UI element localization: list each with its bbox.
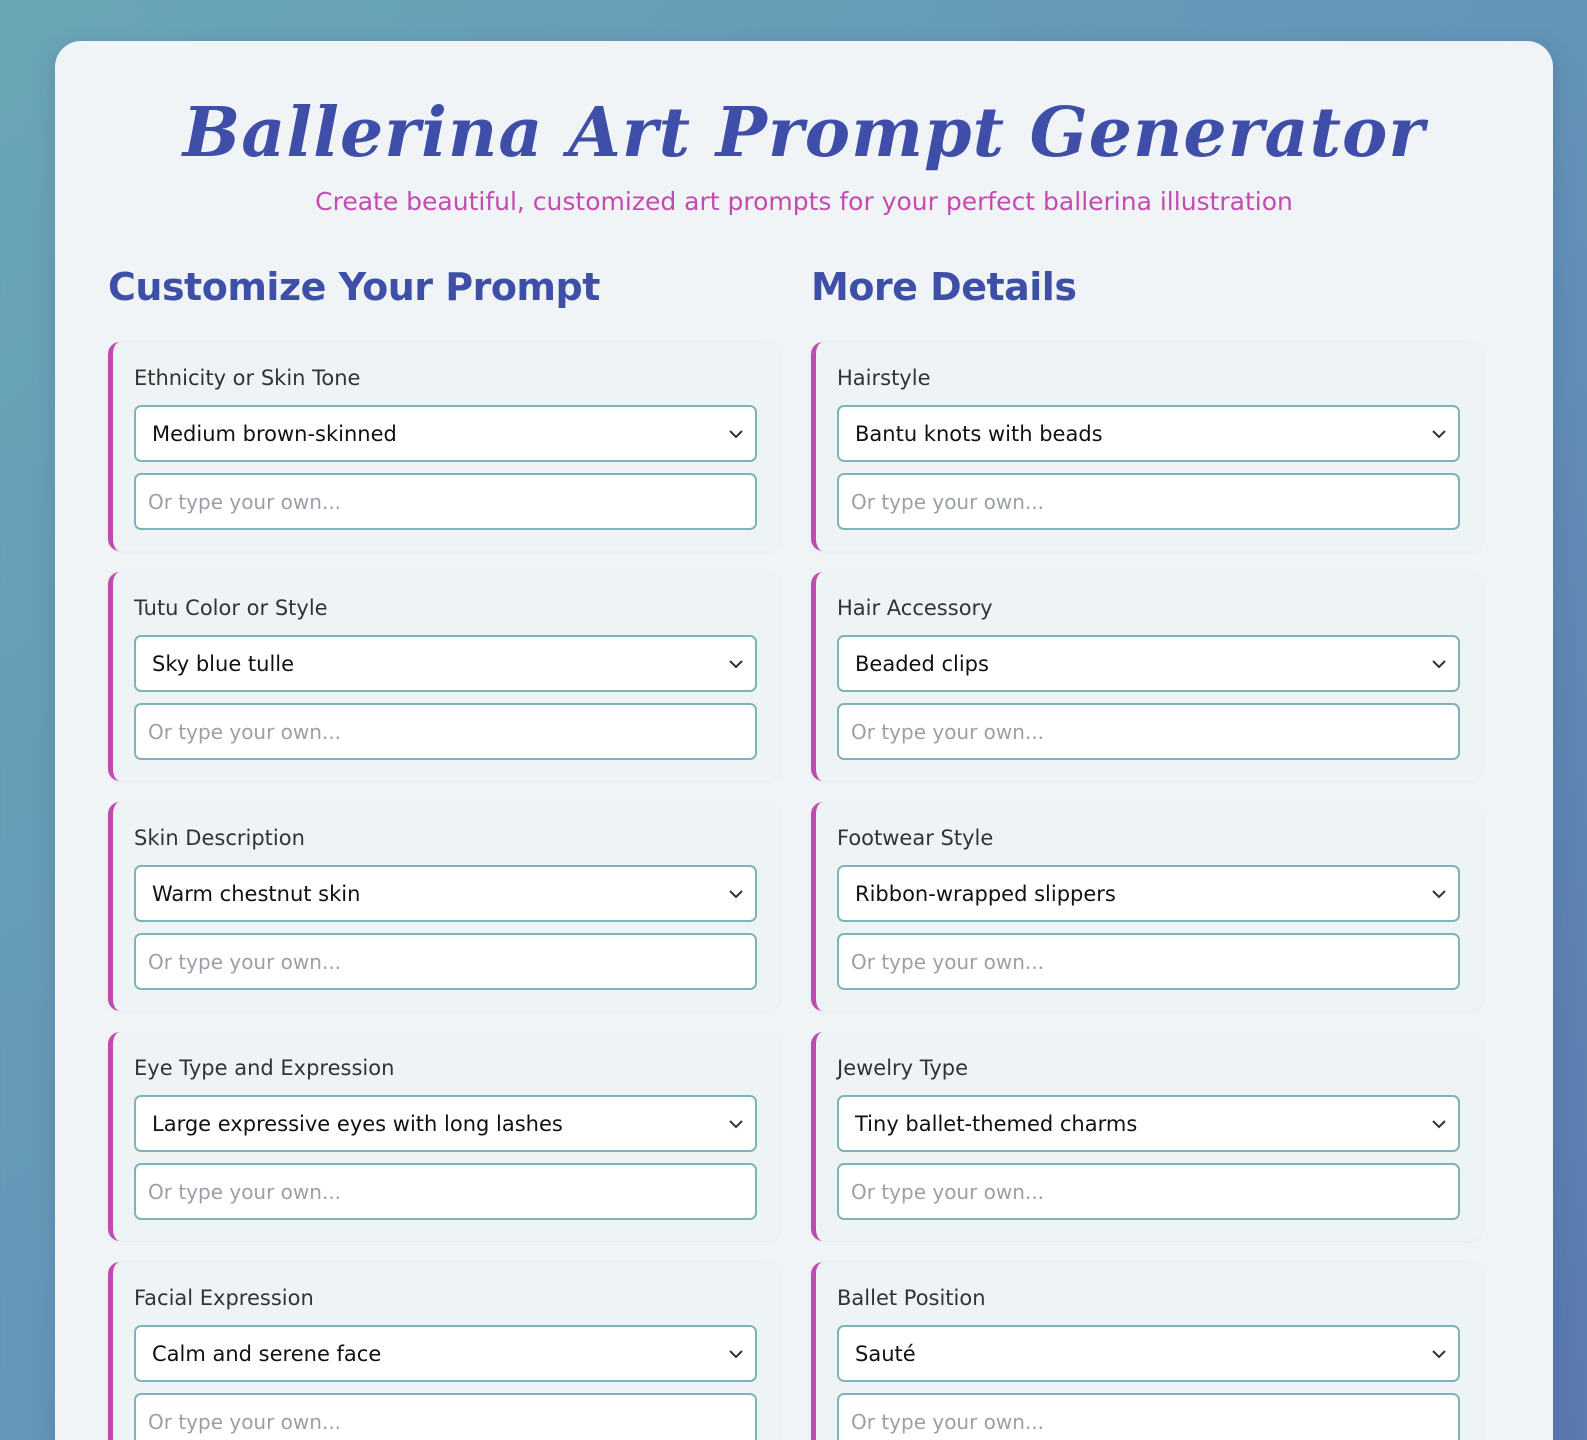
select-value: Large expressive eyes with long lashes: [152, 1111, 563, 1136]
chevron-down-icon: [1430, 885, 1448, 903]
footwear-custom-input[interactable]: [837, 933, 1460, 990]
jewelry-select[interactable]: [837, 1095, 1460, 1152]
field-group-hair-accessory: [811, 572, 1482, 781]
field-group-eyes: [108, 1032, 779, 1241]
ballet-position-select[interactable]: [837, 1325, 1460, 1382]
page-subtitle: Create beautiful, customized art prompts for your perfect ballerina illustration: [315, 187, 1293, 216]
select-value: Beaded clips: [855, 651, 989, 676]
select-value: Sky blue tulle: [152, 651, 295, 676]
field-label: Skin Description: [134, 826, 305, 850]
chevron-down-icon: [1430, 1345, 1448, 1363]
chevron-down-icon: [727, 425, 745, 443]
facial-expression-custom-input[interactable]: [134, 1393, 757, 1440]
hairstyle-select[interactable]: [837, 405, 1460, 462]
field-group-ethnicity: [108, 342, 779, 551]
field-label: Footwear Style: [837, 826, 994, 850]
select-value: Tiny ballet-themed charms: [855, 1111, 1138, 1136]
chevron-down-icon: [727, 655, 745, 673]
select-value: Bantu knots with beads: [855, 421, 1103, 446]
ballet-position-custom-input[interactable]: [837, 1393, 1460, 1440]
field-group-skin: [108, 802, 779, 1011]
generator-card: [55, 41, 1553, 1440]
skin-select[interactable]: [134, 865, 757, 922]
field-label: Eye Type and Expression: [134, 1056, 395, 1080]
field-group-hairstyle: [811, 342, 1482, 551]
field-label: Jewelry Type: [837, 1056, 969, 1080]
tutu-custom-input[interactable]: [134, 703, 757, 760]
hair-accessory-custom-input[interactable]: [837, 703, 1460, 760]
hair-accessory-select[interactable]: [837, 635, 1460, 692]
field-group-ballet-position: [811, 1262, 1482, 1440]
right-column-heading: More Details: [811, 265, 1077, 309]
chevron-down-icon: [727, 1345, 745, 1363]
select-value: Medium brown-skinned: [152, 421, 397, 446]
footwear-select[interactable]: [837, 865, 1460, 922]
select-value: Sauté: [855, 1341, 916, 1366]
chevron-down-icon: [1430, 655, 1448, 673]
jewelry-custom-input[interactable]: [837, 1163, 1460, 1220]
left-column-heading: Customize Your Prompt: [108, 265, 600, 309]
field-group-jewelry: [811, 1032, 1482, 1241]
page-title: Ballerina Art Prompt Generator: [182, 93, 1426, 173]
hairstyle-custom-input[interactable]: [837, 473, 1460, 530]
eyes-custom-input[interactable]: [134, 1163, 757, 1220]
ethnicity-custom-input[interactable]: [134, 473, 757, 530]
tutu-select[interactable]: [134, 635, 757, 692]
field-label: Hairstyle: [837, 366, 931, 390]
facial-expression-select[interactable]: [134, 1325, 757, 1382]
field-group-footwear: [811, 802, 1482, 1011]
field-group-tutu: [108, 572, 779, 781]
field-label: Hair Accessory: [837, 596, 993, 620]
ethnicity-select[interactable]: [134, 405, 757, 462]
select-value: Ribbon-wrapped slippers: [855, 881, 1116, 906]
skin-custom-input[interactable]: [134, 933, 757, 990]
field-label: Facial Expression: [134, 1286, 314, 1310]
select-value: Warm chestnut skin: [152, 881, 361, 906]
select-value: Calm and serene face: [152, 1341, 382, 1366]
chevron-down-icon: [727, 1115, 745, 1133]
field-label: Tutu Color or Style: [134, 596, 328, 620]
chevron-down-icon: [1430, 425, 1448, 443]
chevron-down-icon: [727, 885, 745, 903]
field-group-facial-expression: [108, 1262, 779, 1440]
field-label: Ballet Position: [837, 1286, 986, 1310]
eyes-select[interactable]: [134, 1095, 757, 1152]
field-label: Ethnicity or Skin Tone: [134, 366, 361, 390]
chevron-down-icon: [1430, 1115, 1448, 1133]
